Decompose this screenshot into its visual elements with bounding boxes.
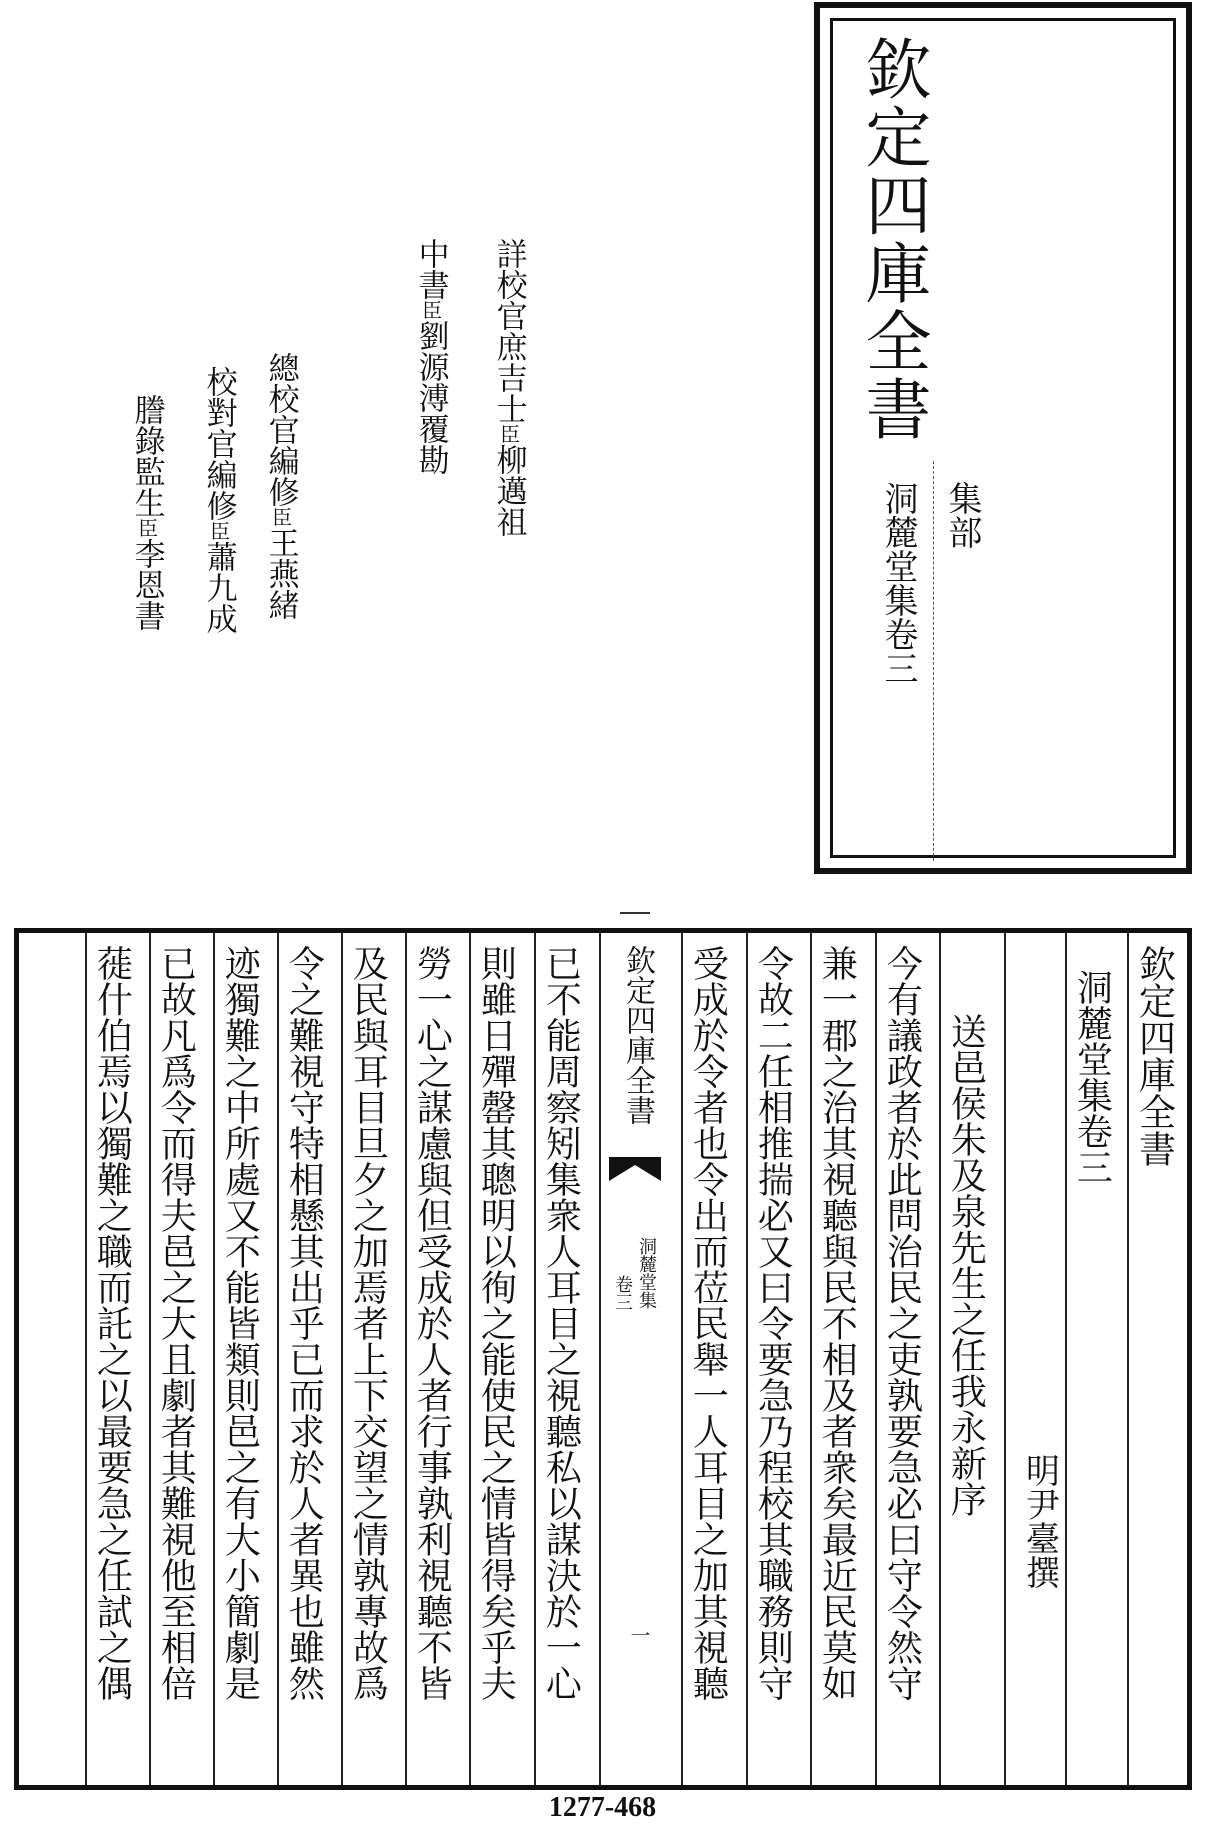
- author-name: 尹臺: [1019, 1487, 1060, 1555]
- column-rule: [149, 933, 151, 1785]
- credit-subject-mark: 臣: [418, 300, 443, 320]
- column-rule: [1065, 933, 1067, 1785]
- page-divider-mark: [620, 912, 650, 914]
- text-line: 蓰什伯焉以獨難之職而託之以最要急之任試之偶: [91, 945, 133, 1701]
- title-panel-inner-border: [830, 18, 1176, 858]
- essay-title: 送邑侯朱及泉先生之任我永新序: [945, 1013, 987, 1517]
- credit-role: 詳校官庶吉士: [490, 238, 527, 424]
- fishtail-volume: 洞麓堂集: [636, 1237, 657, 1309]
- column-rule: [599, 933, 601, 1785]
- credit-name: 劉源溥覆勘: [412, 320, 449, 475]
- credit-role: 校對官編修: [200, 366, 237, 521]
- column-rule: [681, 933, 683, 1785]
- page-header-title: 欽定四庫全書: [1132, 945, 1176, 1167]
- title-panel-rule: [933, 461, 934, 861]
- credit-reviewer: [412, 238, 449, 475]
- text-line: 則雖日殫罄其聰明以徇之能使民之情皆得矣乎夫: [475, 945, 517, 1701]
- column-rule: [277, 933, 279, 1785]
- column-rule: [469, 933, 471, 1785]
- column-rule: [534, 933, 536, 1785]
- fishtail-header: 欽定四庫全書: [620, 945, 655, 1125]
- author-role: 撰: [1019, 1555, 1060, 1589]
- credit-name: 蕭九成: [200, 541, 237, 634]
- fishtail-mark: [609, 1157, 661, 1181]
- column-rule: [213, 933, 215, 1785]
- text-page-frame: [14, 928, 1192, 1790]
- credit-role: 謄錄監生: [128, 394, 165, 518]
- text-line: 令之難視守特相懸其出乎已而求於人者異也雖然: [283, 945, 325, 1701]
- fishtail-leaf-number: 一: [627, 1625, 651, 1645]
- credit-proofreader: [490, 238, 527, 537]
- column-rule: [341, 933, 343, 1785]
- text-line: 兼一郡之治其視聽與民不相及者衆矣最近民莫如: [816, 945, 858, 1701]
- credit-role: 總校官編修: [262, 352, 299, 507]
- credit-role: 中書: [412, 238, 449, 300]
- credit-name: 李恩書: [128, 538, 165, 631]
- credit-collator: [200, 366, 237, 634]
- fishtail-column: [605, 945, 665, 1775]
- column-rule: [1004, 933, 1006, 1785]
- text-line: 迹獨難之中所處又不能皆類則邑之有大小簡劇是: [219, 945, 261, 1701]
- author-dynasty: 明: [1019, 1453, 1060, 1487]
- credit-chief-editor: [262, 352, 299, 620]
- text-line: 今有議政者於此問治民之吏孰要急必曰守令然守: [881, 945, 923, 1701]
- credit-subject-mark: 臣: [268, 507, 293, 527]
- fishtail-juan: 卷三: [612, 1275, 633, 1311]
- volume-title: 洞麓堂集卷三: [878, 481, 918, 685]
- credit-subject-mark: 臣: [206, 521, 231, 541]
- credit-name: 王燕緒: [262, 527, 299, 620]
- category-label: 集部: [942, 481, 982, 549]
- credit-subject-mark: 臣: [496, 424, 521, 444]
- collection-title: 欽定四庫全書: [854, 35, 931, 443]
- text-line: 受成於令者也令出而莅民舉一人耳目之加其視聽: [687, 945, 729, 1701]
- text-line: 及民與耳目旦夕之加焉者上下交望之情孰專故爲: [347, 945, 389, 1701]
- column-rule: [939, 933, 941, 1785]
- author-line: [1009, 1453, 1069, 1589]
- text-line: 已故凡爲令而得夫邑之大且劇者其難視他至相倍: [155, 945, 197, 1701]
- column-rule: [810, 933, 812, 1785]
- column-rule: [746, 933, 748, 1785]
- text-line: 已不能周察矧集衆人耳目之視聽私以謀決於一心: [540, 945, 582, 1701]
- column-rule: [405, 933, 407, 1785]
- credit-subject-mark: 臣: [134, 518, 159, 538]
- column-rule: [875, 933, 877, 1785]
- text-line: 勞一心之謀慮與但受成於人者行事孰利視聽不皆: [411, 945, 453, 1701]
- title-panel: [814, 2, 1192, 874]
- column-rule: [85, 933, 87, 1785]
- page-volume-title: 洞麓堂集卷三: [1071, 969, 1113, 1185]
- page-number: 1277-468: [548, 1792, 657, 1823]
- credit-name: 柳邁祖: [490, 444, 527, 537]
- text-line: 令故二任相推揣必又曰令要急乃程校其職務則守: [752, 945, 794, 1701]
- column-rule: [1127, 933, 1129, 1785]
- credit-copyist: [128, 394, 165, 631]
